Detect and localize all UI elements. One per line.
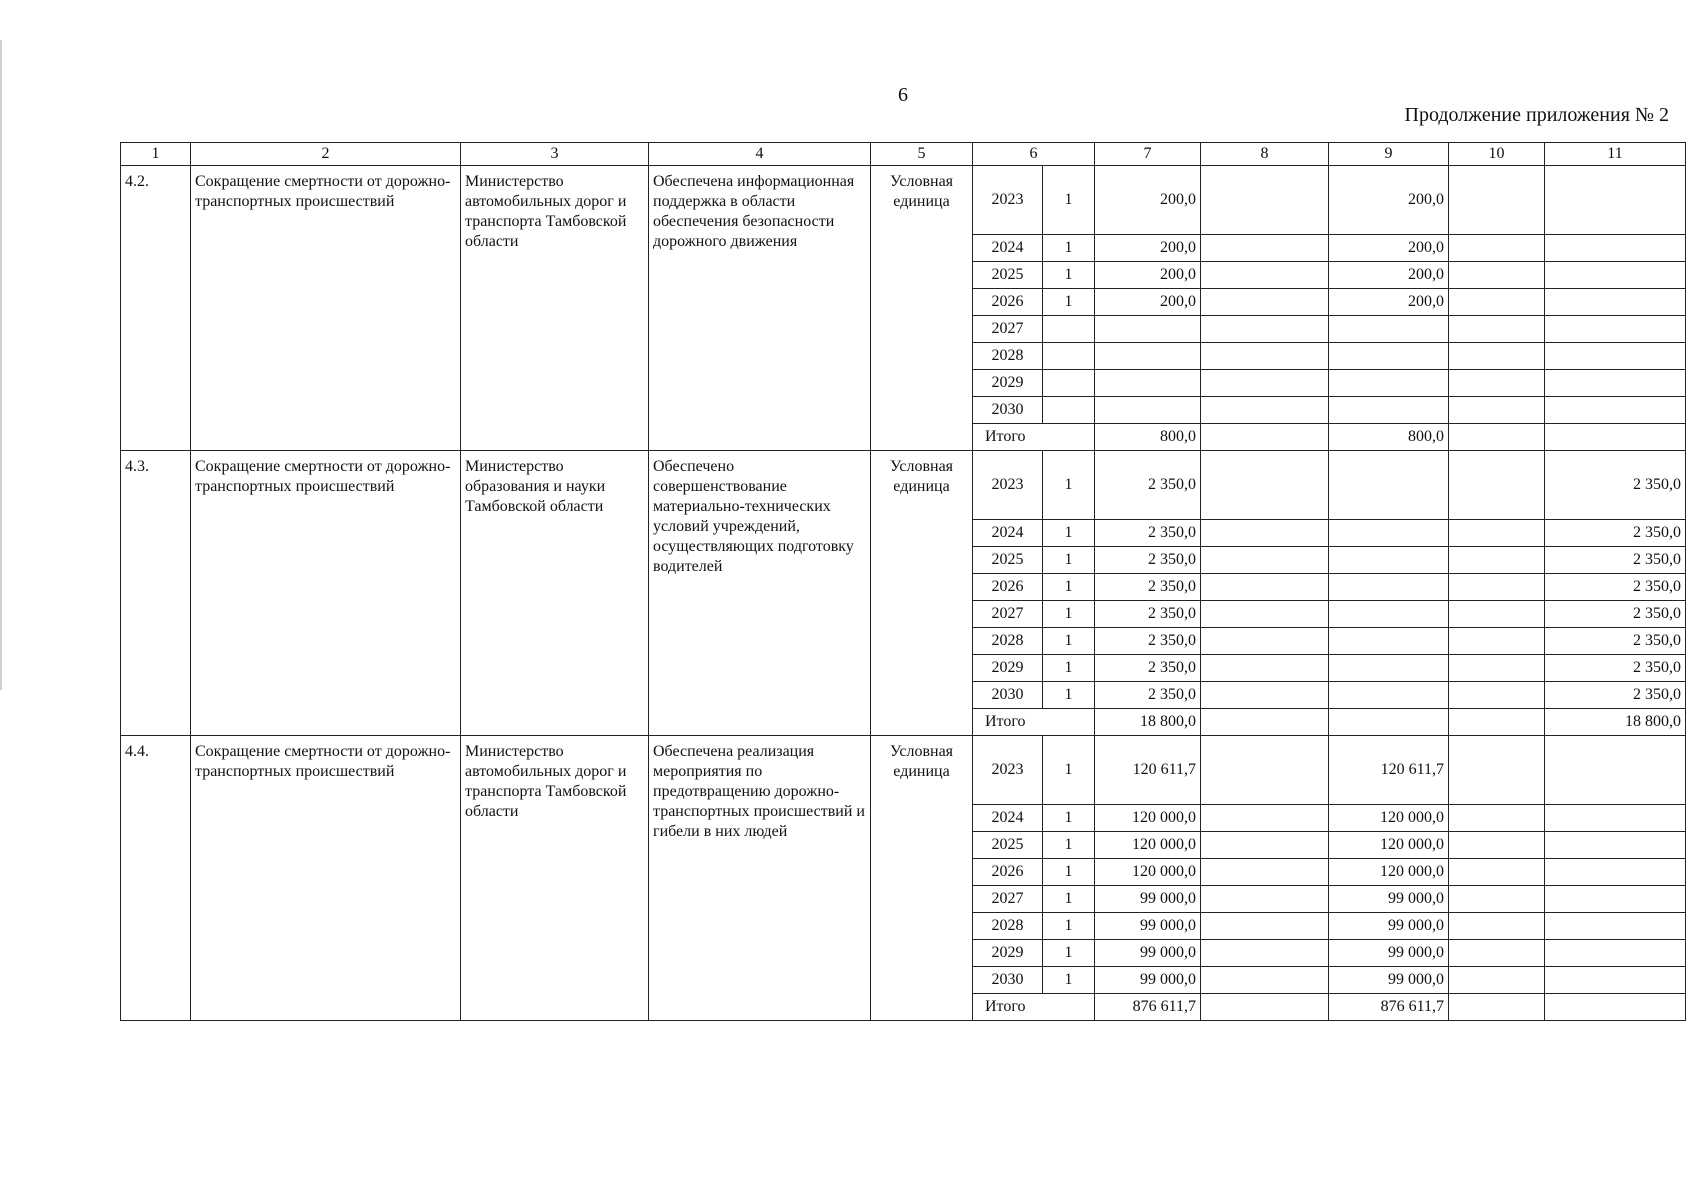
- total-value-c9: 800,0: [1329, 424, 1449, 451]
- count-cell: 1: [1043, 967, 1095, 994]
- value-cell-c7: 200,0: [1095, 289, 1201, 316]
- value-cell-c7: 2 350,0: [1095, 655, 1201, 682]
- value-cell-c8: [1201, 736, 1329, 805]
- year-cell: 2028: [973, 343, 1043, 370]
- column-header: 2: [191, 143, 461, 166]
- value-cell-c9: [1329, 682, 1449, 709]
- table-row: [121, 736, 1686, 805]
- item-number: 4.3.: [121, 451, 191, 736]
- total-value-c7: 18 800,0: [1095, 709, 1201, 736]
- value-cell-c9: 200,0: [1329, 289, 1449, 316]
- value-cell-c7: 120 611,7: [1095, 736, 1201, 805]
- value-cell-c7: 2 350,0: [1095, 574, 1201, 601]
- executor-cell: Министерство автомобильных дорог и транспорта Тамбовской области: [461, 166, 649, 451]
- value-cell-c10: [1449, 343, 1545, 370]
- task-cell: Сокращение смертности от дорожно-транспортных происшествий: [191, 736, 461, 1021]
- total-value-c7: 876 611,7: [1095, 994, 1201, 1021]
- count-cell: 1: [1043, 520, 1095, 547]
- value-cell-c8: [1201, 859, 1329, 886]
- year-cell: 2026: [973, 289, 1043, 316]
- value-cell-c7: 99 000,0: [1095, 886, 1201, 913]
- value-cell-c11: [1545, 967, 1686, 994]
- value-cell-c11: [1545, 805, 1686, 832]
- value-cell-c7: 2 350,0: [1095, 682, 1201, 709]
- count-cell: 1: [1043, 289, 1095, 316]
- year-cell: 2026: [973, 574, 1043, 601]
- count-cell: 1: [1043, 886, 1095, 913]
- year-cell: 2025: [973, 832, 1043, 859]
- total-value-c8: [1201, 994, 1329, 1021]
- value-cell-c9: [1329, 343, 1449, 370]
- table-row: [121, 166, 1686, 235]
- total-value-c11: 18 800,0: [1545, 709, 1686, 736]
- count-cell: [1043, 316, 1095, 343]
- column-header-row: [121, 143, 1686, 166]
- count-cell: [1043, 370, 1095, 397]
- appendix-continuation-label: Продолжение приложения № 2: [1404, 104, 1669, 126]
- unit-cell: Условная единица: [871, 166, 973, 451]
- value-cell-c11: 2 350,0: [1545, 628, 1686, 655]
- count-cell: 1: [1043, 832, 1095, 859]
- count-cell: 1: [1043, 235, 1095, 262]
- value-cell-c10: [1449, 940, 1545, 967]
- count-cell: [1043, 343, 1095, 370]
- year-cell: 2029: [973, 370, 1043, 397]
- value-cell-c9: [1329, 520, 1449, 547]
- value-cell-c11: [1545, 262, 1686, 289]
- value-cell-c10: [1449, 913, 1545, 940]
- total-value-c7: 800,0: [1095, 424, 1201, 451]
- value-cell-c10: [1449, 655, 1545, 682]
- value-cell-c7: 2 350,0: [1095, 628, 1201, 655]
- value-cell-c7: [1095, 370, 1201, 397]
- count-cell: 1: [1043, 262, 1095, 289]
- value-cell-c9: [1329, 370, 1449, 397]
- value-cell-c8: [1201, 547, 1329, 574]
- table-row: [121, 451, 1686, 520]
- value-cell-c7: 120 000,0: [1095, 805, 1201, 832]
- value-cell-c9: [1329, 547, 1449, 574]
- value-cell-c8: [1201, 913, 1329, 940]
- year-cell: 2023: [973, 736, 1043, 805]
- value-cell-c9: 120 000,0: [1329, 805, 1449, 832]
- value-cell-c11: [1545, 832, 1686, 859]
- value-cell-c7: 200,0: [1095, 235, 1201, 262]
- value-cell-c10: [1449, 628, 1545, 655]
- value-cell-c7: [1095, 397, 1201, 424]
- value-cell-c11: [1545, 913, 1686, 940]
- value-cell-c8: [1201, 316, 1329, 343]
- value-cell-c11: [1545, 886, 1686, 913]
- year-cell: 2028: [973, 628, 1043, 655]
- value-cell-c10: [1449, 601, 1545, 628]
- year-cell: 2030: [973, 397, 1043, 424]
- count-cell: 1: [1043, 451, 1095, 520]
- value-cell-c7: 200,0: [1095, 166, 1201, 235]
- value-cell-c7: 120 000,0: [1095, 859, 1201, 886]
- value-cell-c7: 2 350,0: [1095, 601, 1201, 628]
- value-cell-c8: [1201, 370, 1329, 397]
- value-cell-c10: [1449, 886, 1545, 913]
- value-cell-c9: 120 000,0: [1329, 832, 1449, 859]
- total-value-c11: [1545, 424, 1686, 451]
- page-number: 6: [898, 84, 908, 106]
- count-cell: 1: [1043, 574, 1095, 601]
- value-cell-c11: [1545, 343, 1686, 370]
- value-cell-c9: [1329, 451, 1449, 520]
- value-cell-c10: [1449, 682, 1545, 709]
- year-cell: 2029: [973, 655, 1043, 682]
- value-cell-c9: 99 000,0: [1329, 913, 1449, 940]
- value-cell-c10: [1449, 967, 1545, 994]
- total-value-c10: [1449, 424, 1545, 451]
- column-header: 8: [1201, 143, 1329, 166]
- value-cell-c8: [1201, 967, 1329, 994]
- column-header: 11: [1545, 143, 1686, 166]
- count-cell: 1: [1043, 682, 1095, 709]
- value-cell-c9: 99 000,0: [1329, 940, 1449, 967]
- column-header: 7: [1095, 143, 1201, 166]
- value-cell-c9: [1329, 655, 1449, 682]
- total-value-c9: [1329, 709, 1449, 736]
- value-cell-c8: [1201, 397, 1329, 424]
- value-cell-c8: [1201, 166, 1329, 235]
- value-cell-c8: [1201, 940, 1329, 967]
- value-cell-c11: 2 350,0: [1545, 601, 1686, 628]
- value-cell-c9: [1329, 601, 1449, 628]
- value-cell-c8: [1201, 628, 1329, 655]
- count-cell: 1: [1043, 547, 1095, 574]
- count-cell: 1: [1043, 628, 1095, 655]
- total-value-c10: [1449, 709, 1545, 736]
- value-cell-c11: [1545, 316, 1686, 343]
- total-value-c11: [1545, 994, 1686, 1021]
- value-cell-c10: [1449, 805, 1545, 832]
- value-cell-c10: [1449, 235, 1545, 262]
- value-cell-c9: 99 000,0: [1329, 886, 1449, 913]
- value-cell-c10: [1449, 370, 1545, 397]
- value-cell-c9: 200,0: [1329, 166, 1449, 235]
- count-cell: 1: [1043, 913, 1095, 940]
- appendix-table: [120, 142, 1686, 1021]
- value-cell-c10: [1449, 166, 1545, 235]
- total-value-c10: [1449, 994, 1545, 1021]
- year-cell: 2030: [973, 967, 1043, 994]
- value-cell-c8: [1201, 520, 1329, 547]
- value-cell-c8: [1201, 574, 1329, 601]
- value-cell-c10: [1449, 574, 1545, 601]
- year-cell: 2030: [973, 682, 1043, 709]
- column-header: 10: [1449, 143, 1545, 166]
- value-cell-c7: 2 350,0: [1095, 451, 1201, 520]
- value-cell-c11: 2 350,0: [1545, 520, 1686, 547]
- year-cell: 2027: [973, 316, 1043, 343]
- executor-cell: Министерство автомобильных дорог и транспорта Тамбовской области: [461, 736, 649, 1021]
- value-cell-c11: 2 350,0: [1545, 574, 1686, 601]
- total-value-c8: [1201, 424, 1329, 451]
- value-cell-c8: [1201, 262, 1329, 289]
- value-cell-c10: [1449, 316, 1545, 343]
- count-cell: 1: [1043, 940, 1095, 967]
- value-cell-c8: [1201, 235, 1329, 262]
- value-cell-c9: [1329, 316, 1449, 343]
- value-cell-c11: [1545, 859, 1686, 886]
- value-cell-c10: [1449, 262, 1545, 289]
- value-cell-c8: [1201, 601, 1329, 628]
- value-cell-c7: [1095, 343, 1201, 370]
- column-header: 4: [649, 143, 871, 166]
- value-cell-c10: [1449, 859, 1545, 886]
- value-cell-c10: [1449, 289, 1545, 316]
- value-cell-c11: 2 350,0: [1545, 655, 1686, 682]
- total-value-c8: [1201, 709, 1329, 736]
- value-cell-c10: [1449, 451, 1545, 520]
- unit-cell: Условная единица: [871, 736, 973, 1021]
- table-body: [121, 143, 1686, 1021]
- value-cell-c10: [1449, 520, 1545, 547]
- total-label: Итого: [973, 424, 1095, 451]
- value-cell-c7: 99 000,0: [1095, 913, 1201, 940]
- total-label: Итого: [973, 709, 1095, 736]
- value-cell-c7: 99 000,0: [1095, 940, 1201, 967]
- column-header: 9: [1329, 143, 1449, 166]
- item-number: 4.4.: [121, 736, 191, 1021]
- value-cell-c11: [1545, 235, 1686, 262]
- year-cell: 2026: [973, 859, 1043, 886]
- value-cell-c7: [1095, 316, 1201, 343]
- year-cell: 2029: [973, 940, 1043, 967]
- value-cell-c10: [1449, 832, 1545, 859]
- value-cell-c10: [1449, 736, 1545, 805]
- unit-cell: Условная единица: [871, 451, 973, 736]
- value-cell-c9: 99 000,0: [1329, 967, 1449, 994]
- column-header: 3: [461, 143, 649, 166]
- value-cell-c9: 120 000,0: [1329, 859, 1449, 886]
- column-header: 1: [121, 143, 191, 166]
- value-cell-c11: [1545, 370, 1686, 397]
- value-cell-c11: 2 350,0: [1545, 682, 1686, 709]
- value-cell-c7: 2 350,0: [1095, 520, 1201, 547]
- value-cell-c8: [1201, 832, 1329, 859]
- value-cell-c8: [1201, 682, 1329, 709]
- value-cell-c11: 2 350,0: [1545, 451, 1686, 520]
- count-cell: [1043, 397, 1095, 424]
- value-cell-c9: 120 611,7: [1329, 736, 1449, 805]
- task-cell: Сокращение смертности от дорожно-транспортных происшествий: [191, 451, 461, 736]
- year-cell: 2028: [973, 913, 1043, 940]
- value-cell-c8: [1201, 655, 1329, 682]
- count-cell: 1: [1043, 601, 1095, 628]
- value-cell-c11: [1545, 289, 1686, 316]
- year-cell: 2023: [973, 166, 1043, 235]
- value-cell-c9: 200,0: [1329, 262, 1449, 289]
- year-cell: 2025: [973, 262, 1043, 289]
- count-cell: 1: [1043, 736, 1095, 805]
- scan-edge-shadow: [0, 40, 2, 690]
- value-cell-c9: 200,0: [1329, 235, 1449, 262]
- year-cell: 2027: [973, 886, 1043, 913]
- value-cell-c7: 200,0: [1095, 262, 1201, 289]
- value-cell-c10: [1449, 397, 1545, 424]
- year-cell: 2024: [973, 520, 1043, 547]
- value-cell-c9: [1329, 628, 1449, 655]
- column-header: 5: [871, 143, 973, 166]
- count-cell: 1: [1043, 655, 1095, 682]
- count-cell: 1: [1043, 859, 1095, 886]
- year-cell: 2024: [973, 235, 1043, 262]
- value-cell-c11: [1545, 397, 1686, 424]
- value-cell-c8: [1201, 451, 1329, 520]
- result-cell: Обеспечено совершенствование материально-технических условий учреждений, осуществляющих подготовку водителей: [649, 451, 871, 736]
- task-cell: Сокращение смертности от дорожно-транспортных происшествий: [191, 166, 461, 451]
- total-label: Итого: [973, 994, 1095, 1021]
- executor-cell: Министерство образования и науки Тамбовской области: [461, 451, 649, 736]
- value-cell-c9: [1329, 397, 1449, 424]
- value-cell-c7: 2 350,0: [1095, 547, 1201, 574]
- value-cell-c8: [1201, 805, 1329, 832]
- value-cell-c9: [1329, 574, 1449, 601]
- result-cell: Обеспечена реализация мероприятия по предотвращению дорожно-транспортных происшествий и гибели в них людей: [649, 736, 871, 1021]
- total-value-c9: 876 611,7: [1329, 994, 1449, 1021]
- column-header: 6: [973, 143, 1095, 166]
- value-cell-c7: 99 000,0: [1095, 967, 1201, 994]
- value-cell-c10: [1449, 547, 1545, 574]
- value-cell-c7: 120 000,0: [1095, 832, 1201, 859]
- result-cell: Обеспечена информационная поддержка в области обеспечения безопасности дорожного движения: [649, 166, 871, 451]
- year-cell: 2023: [973, 451, 1043, 520]
- value-cell-c11: [1545, 940, 1686, 967]
- value-cell-c11: [1545, 166, 1686, 235]
- year-cell: 2025: [973, 547, 1043, 574]
- year-cell: 2027: [973, 601, 1043, 628]
- value-cell-c11: [1545, 736, 1686, 805]
- value-cell-c8: [1201, 343, 1329, 370]
- value-cell-c8: [1201, 886, 1329, 913]
- item-number: 4.2.: [121, 166, 191, 451]
- value-cell-c11: 2 350,0: [1545, 547, 1686, 574]
- count-cell: 1: [1043, 805, 1095, 832]
- count-cell: 1: [1043, 166, 1095, 235]
- value-cell-c8: [1201, 289, 1329, 316]
- year-cell: 2024: [973, 805, 1043, 832]
